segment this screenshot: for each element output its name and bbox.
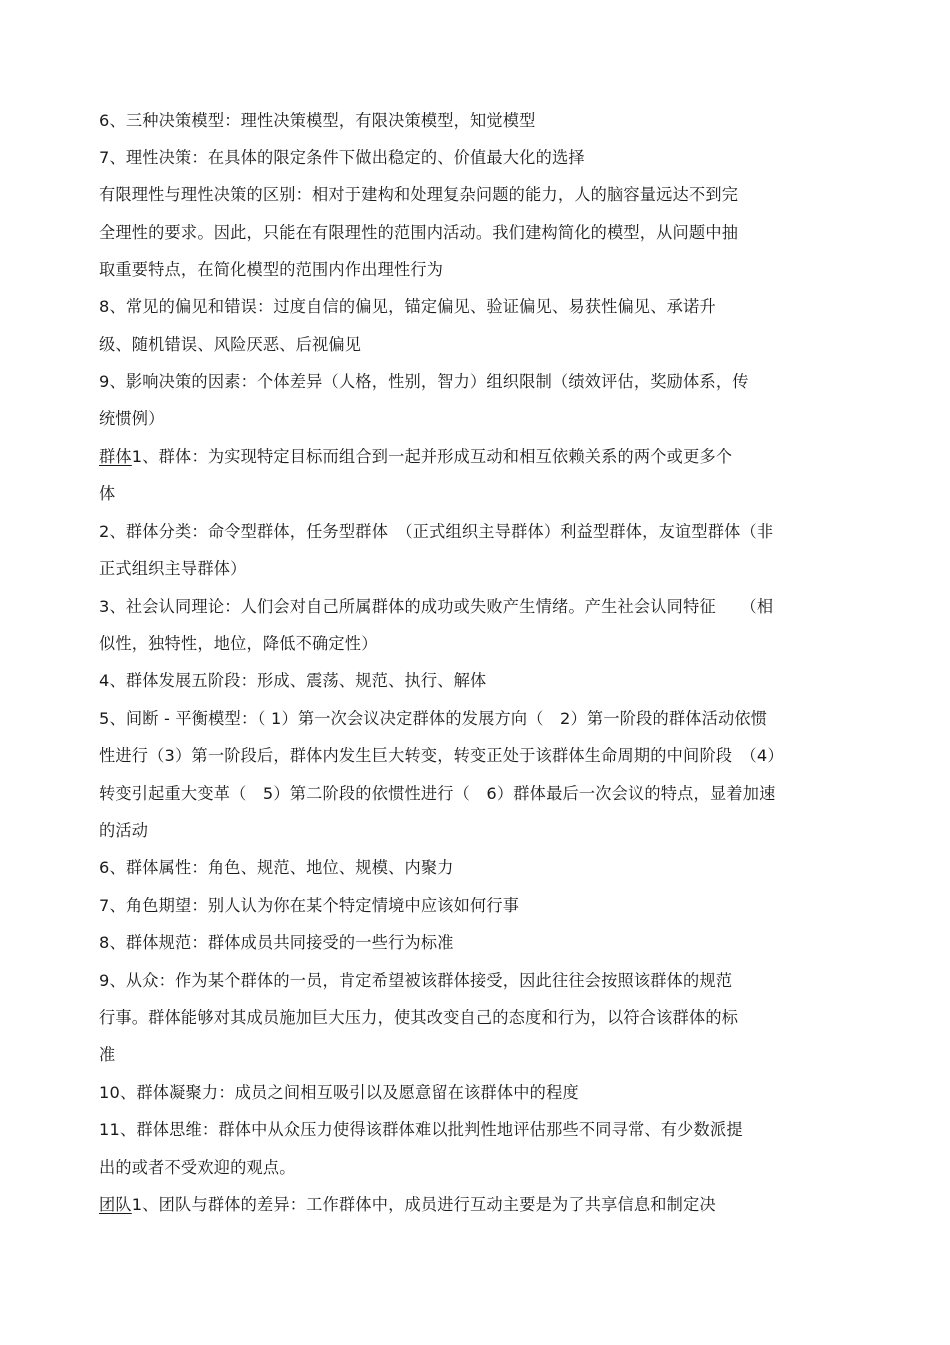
text-line [99, 970, 859, 992]
line-text: 统惯例） [99, 409, 165, 428]
text-line [99, 932, 859, 954]
line-text: 1、团队与群体的差异：工作群体中，成员进行互动主要是为了共享信息和制定决 [131, 1195, 716, 1214]
text-line [99, 745, 859, 767]
text-line [99, 446, 859, 468]
text-line [99, 895, 859, 917]
line-text: 2、群体分类：命令型群体，任务型群体 （正式组织主导群体）利益型群体，友谊型群体（非 [99, 522, 774, 541]
text-line [99, 408, 859, 430]
line-text: 出的或者不受欢迎的观点。 [99, 1158, 296, 1177]
section-heading-team: 团队 [99, 1195, 132, 1214]
line-text: 9、从众：作为某个群体的一员，肯定希望被该群体接受，因此往往会按照该群体的规范 [99, 971, 733, 990]
line-text: 性进行（3）第一阶段后，群体内发生巨大转变，转变正处于该群体生命周期的中间阶段 （4） [99, 746, 784, 765]
text-line [99, 1194, 859, 1216]
text-line [99, 558, 859, 580]
line-text: 似性，独特性，地位，降低不确定性） [99, 634, 378, 653]
line-text: 11、群体思维：群体中从众压力使得该群体难以批判性地评估那些不同寻常、有少数派提 [99, 1120, 743, 1139]
line-text: 7、理性决策：在具体的限定条件下做出稳定的、价值最大化的选择 [99, 148, 585, 167]
text-line [99, 222, 859, 244]
text-line [99, 1119, 859, 1141]
text-line [99, 1082, 859, 1104]
line-text: 7、角色期望：别人认为你在某个特定情境中应该如何行事 [99, 896, 520, 915]
text-line [99, 783, 859, 805]
line-text: 3、社会认同理论：人们会对自己所属群体的成功或失败产生情绪。产生社会认同特征 （相 [99, 597, 774, 616]
text-line [99, 296, 859, 318]
text-line [99, 1007, 859, 1029]
line-text: 全理性的要求。因此，只能在有限理性的范围内活动。我们建构简化的模型，从问题中抽 [99, 223, 739, 242]
text-line [99, 708, 859, 730]
section-heading-group: 群体 [99, 447, 132, 466]
text-line [99, 110, 859, 132]
line-text: 体 [99, 484, 116, 503]
text-line [99, 147, 859, 169]
line-text: 6、三种决策模型：理性决策模型，有限决策模型，知觉模型 [99, 111, 536, 130]
line-text: 6、群体属性：角色、规范、地位、规模、内聚力 [99, 858, 454, 877]
line-text: 4、群体发展五阶段：形成、震荡、规范、执行、解体 [99, 671, 487, 690]
line-text: 有限理性与理性决策的区别：相对于建构和处理复杂问题的能力，人的脑容量远达不到完 [99, 185, 739, 204]
text-line [99, 334, 859, 356]
text-line [99, 184, 859, 206]
line-text: 5、间断 - 平衡模型：（ 1）第一次会议决定群体的发展方向（ 2）第一阶段的群体活动依惯 [99, 709, 768, 728]
text-line [99, 596, 859, 618]
text-line [99, 857, 859, 879]
text-line [99, 1044, 859, 1066]
line-text: 8、群体规范：群体成员共同接受的一些行为标准 [99, 933, 454, 952]
line-text: 行事。群体能够对其成员施加巨大压力，使其改变自己的态度和行为，以符合该群体的标 [99, 1008, 739, 1027]
text-line [99, 259, 859, 281]
text-line [99, 1157, 859, 1179]
line-text: 9、影响决策的因素：个体差异（人格，性别，智力）组织限制（绩效评估，奖励体系，传 [99, 372, 749, 391]
line-text: 1、群体：为实现特定目标而组合到一起并形成互动和相互依赖关系的两个或更多个 [131, 447, 733, 466]
line-text: 正式组织主导群体） [99, 559, 247, 578]
line-text: 转变引起重大变革（ 5）第二阶段的依惯性进行（ 6）群体最后一次会议的特点，显着加速 [99, 784, 776, 803]
line-text: 8、常见的偏见和错误：过度自信的偏见，锚定偏见、验证偏见、易获性偏见、承诺升 [99, 297, 716, 316]
line-text: 取重要特点，在简化模型的范围内作出理性行为 [99, 260, 444, 279]
text-line [99, 371, 859, 393]
text-line [99, 670, 859, 692]
text-line [99, 633, 859, 655]
line-text: 的活动 [99, 821, 149, 840]
text-line [99, 820, 859, 842]
line-text: 准 [99, 1045, 116, 1064]
text-line [99, 521, 859, 543]
line-text: 10、群体凝聚力：成员之间相互吸引以及愿意留在该群体中的程度 [99, 1083, 579, 1102]
text-line [99, 483, 859, 505]
line-text: 级、随机错误、风险厌恶、后视偏见 [99, 335, 362, 354]
